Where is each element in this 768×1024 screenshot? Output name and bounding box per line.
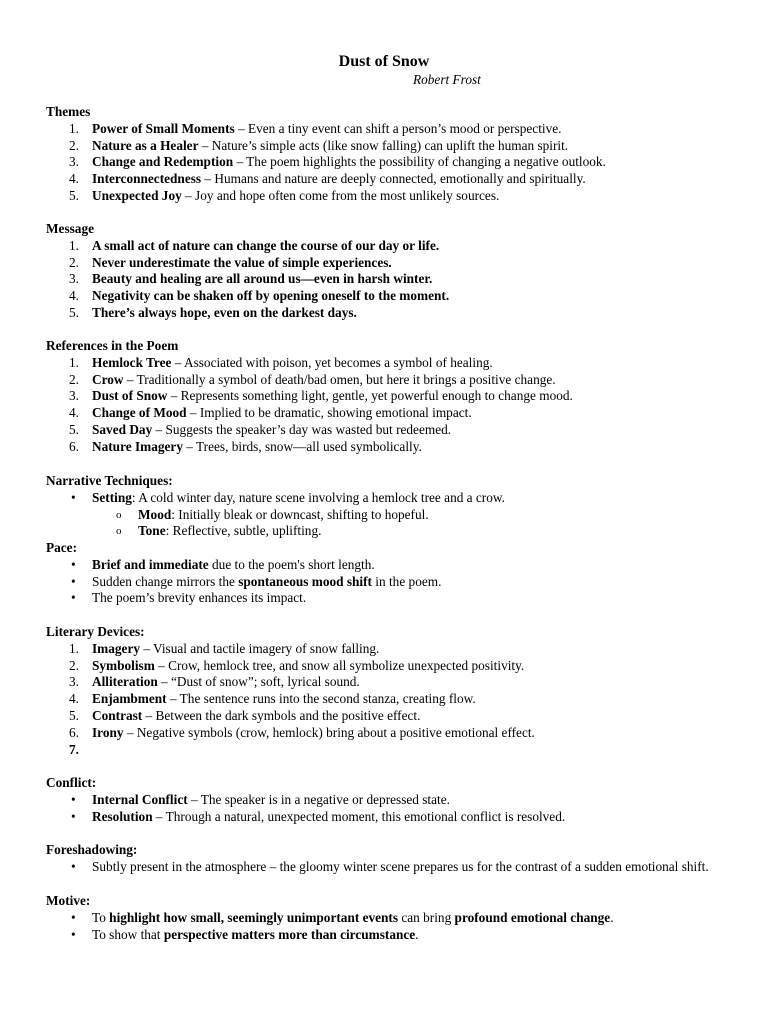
item-term: Dust of Snow <box>92 388 168 404</box>
item-term: Hemlock Tree <box>92 354 172 370</box>
pace-section <box>46 540 736 607</box>
item-term: Contrast <box>92 707 143 723</box>
item-term: Tone <box>138 523 166 539</box>
message-section <box>46 221 736 322</box>
list-number: 5. <box>69 421 79 437</box>
item-term: Saved Day <box>92 421 153 437</box>
item-term: Interconnectedness <box>92 171 202 187</box>
section-heading: Message <box>46 221 94 236</box>
item-text: : A cold winter day, nature scene involving a hemlock tree and a crow. <box>131 489 505 505</box>
bullet-marker: • <box>71 808 76 824</box>
list-item <box>46 255 736 272</box>
list-item <box>46 792 736 809</box>
list-item <box>46 372 736 389</box>
item-term: Unexpected Joy <box>92 187 182 203</box>
item-emphasis: spontaneous mood shift <box>238 573 372 589</box>
list-item <box>46 305 736 322</box>
list-number: 2. <box>69 371 79 387</box>
item-text: . <box>415 926 419 942</box>
item-text: The poem’s brevity enhances its impact. <box>92 590 307 606</box>
motive-section <box>46 893 736 943</box>
item-text: – Even a tiny event can shift a person’s mood or perspective. <box>234 120 562 136</box>
item-term: Power of Small Moments <box>92 120 235 136</box>
item-term: Crow <box>92 371 124 387</box>
list-item <box>46 154 736 171</box>
item-text: – Traditionally a symbol of death/bad omen, but here it brings a positive change. <box>123 371 556 387</box>
bullet-marker: • <box>71 909 76 925</box>
sub-list-item <box>46 523 736 540</box>
list-item <box>46 927 736 944</box>
item-term: Alliteration <box>92 674 158 690</box>
item-text: – Associated with poison, yet becomes a symbol of healing. <box>171 354 493 370</box>
themes-section <box>46 104 736 205</box>
title-block <box>0 52 768 88</box>
list-number: 6. <box>69 438 79 454</box>
motive-list <box>46 910 736 944</box>
item-text: – Crow, hemlock tree, and snow all symbolize unexpected positivity. <box>154 657 525 673</box>
list-item <box>46 238 736 255</box>
bullet-marker: • <box>71 489 76 505</box>
list-number: 4. <box>69 691 79 707</box>
item-term: Change of Mood <box>92 405 187 421</box>
list-item <box>46 742 736 759</box>
bullet-marker: • <box>71 791 76 807</box>
literary-section <box>46 624 736 758</box>
narrative-section <box>46 473 736 540</box>
list-item <box>46 388 736 405</box>
list-number: 3. <box>69 271 79 287</box>
list-number: 3. <box>69 388 79 404</box>
list-number: 1. <box>69 237 79 253</box>
item-text: : Reflective, subtle, uplifting. <box>165 523 322 539</box>
item-text: A small act of nature can change the course of our day or life. <box>92 237 440 253</box>
list-number: 5. <box>69 304 79 320</box>
item-text: – Negative symbols (crow, hemlock) bring about a positive emotional effect. <box>123 724 535 740</box>
narrative-list <box>46 490 736 540</box>
item-text: Negativity can be shaken off by opening oneself to the moment. <box>92 288 450 304</box>
item-text: – Humans and nature are deeply connected, emotionally and spiritually. <box>201 171 586 187</box>
list-item <box>46 288 736 305</box>
item-term: Setting <box>92 489 132 505</box>
section-heading: Literary Devices: <box>46 624 145 639</box>
item-term: Change and Redemption <box>92 154 234 170</box>
list-item <box>46 574 736 591</box>
conflict-list <box>46 792 736 826</box>
list-item <box>46 859 736 876</box>
sub-bullet-marker: o <box>116 525 122 538</box>
item-term: Enjambment <box>92 691 167 707</box>
item-text: – Between the dark symbols and the positive effect. <box>142 707 421 723</box>
list-number: 2. <box>69 137 79 153</box>
document-title: Dust of Snow <box>338 53 430 70</box>
section-heading: Motive: <box>46 893 91 908</box>
item-term: Imagery <box>92 640 140 656</box>
list-item <box>46 439 736 456</box>
list-number: 1. <box>69 640 79 656</box>
item-text: – Through a natural, unexpected moment, this emotional conflict is resolved. <box>152 808 566 824</box>
list-number: 4. <box>69 171 79 187</box>
list-item <box>46 641 736 658</box>
item-term: Irony <box>92 724 124 740</box>
item-text: – Trees, birds, snow—all used symbolically. <box>182 438 422 454</box>
item-text: Beauty and healing are all around us—even in harsh winter. <box>92 271 433 287</box>
list-item <box>46 590 736 607</box>
list-number: 5. <box>69 187 79 203</box>
list-number: 2. <box>69 254 79 270</box>
section-heading: Pace: <box>46 540 78 555</box>
list-item <box>46 138 736 155</box>
themes-list <box>46 121 736 205</box>
conflict-section <box>46 775 736 825</box>
item-text: – Nature’s simple acts (like snow falling) can uplift the human spirit. <box>198 137 569 153</box>
item-text: – The sentence runs into the second stanza, creating flow. <box>166 691 476 707</box>
list-item <box>46 422 736 439</box>
item-text: – Implied to be dramatic, showing emotional impact. <box>186 405 472 421</box>
item-text: can bring <box>398 909 455 925</box>
list-item <box>46 271 736 288</box>
list-number: 5. <box>69 707 79 723</box>
document-author: Robert Frost <box>413 72 481 87</box>
foreshadowing-section <box>46 842 736 876</box>
list-item <box>46 355 736 372</box>
list-number: 2. <box>69 657 79 673</box>
item-term: Symbolism <box>92 657 155 673</box>
list-item <box>46 691 736 708</box>
item-text: To show that <box>92 926 164 942</box>
section-heading: Conflict: <box>46 775 97 790</box>
literary-list <box>46 641 736 759</box>
item-term: Nature Imagery <box>92 438 183 454</box>
item-text: due to the poem's short length. <box>208 556 375 572</box>
list-item <box>46 490 736 507</box>
item-text: Sudden change mirrors the <box>92 573 239 589</box>
section-heading: Themes <box>46 104 91 119</box>
references-section <box>46 338 736 456</box>
list-number: 1. <box>69 354 79 370</box>
item-term: Nature as a Healer <box>92 137 199 153</box>
list-item <box>46 725 736 742</box>
section-heading: References in the Poem <box>46 338 179 353</box>
list-item <box>46 405 736 422</box>
item-text: Never underestimate the value of simple experiences. <box>92 254 392 270</box>
list-item <box>46 809 736 826</box>
list-number: 4. <box>69 288 79 304</box>
item-text: – Represents something light, gentle, yet powerful enough to change mood. <box>167 388 573 404</box>
item-term: Mood <box>138 506 172 522</box>
list-item <box>46 658 736 675</box>
list-item <box>46 171 736 188</box>
list-item <box>46 674 736 691</box>
list-number: 6. <box>69 724 79 740</box>
list-number: 7. <box>69 741 79 757</box>
message-list <box>46 238 736 322</box>
item-term: Internal Conflict <box>92 791 188 807</box>
foreshadowing-list <box>46 859 736 876</box>
list-item <box>46 121 736 138</box>
list-item <box>46 910 736 927</box>
list-item <box>46 557 736 574</box>
item-emphasis: Brief and immediate <box>92 556 209 572</box>
item-text: Subtly present in the atmosphere – the gloomy winter scene prepares us for the contrast of a sudden emotional shift. <box>92 858 709 874</box>
item-emphasis: perspective matters more than circumstance <box>163 926 416 942</box>
section-heading: Narrative Techniques: <box>46 473 173 488</box>
bullet-marker: • <box>71 573 76 589</box>
pace-list <box>46 557 736 607</box>
item-emphasis: profound emotional change <box>454 909 611 925</box>
item-text: – The poem highlights the possibility of changing a negative outlook. <box>233 154 606 170</box>
item-text: There’s always hope, even on the darkest days. <box>92 304 357 320</box>
item-text: – “Dust of snow”; soft, lyrical sound. <box>157 674 360 690</box>
sub-list-item <box>46 507 736 524</box>
list-item <box>46 708 736 725</box>
section-heading: Foreshadowing: <box>46 842 138 857</box>
sub-bullet-marker: o <box>116 508 122 521</box>
item-text: – Joy and hope often come from the most unlikely sources. <box>181 187 500 203</box>
item-emphasis: highlight how small, seemingly unimportant events <box>109 909 399 925</box>
references-list <box>46 355 736 456</box>
bullet-marker: • <box>71 858 76 874</box>
item-term: Resolution <box>92 808 153 824</box>
item-text: . <box>610 909 614 925</box>
item-text: – The speaker is in a negative or depressed state. <box>187 791 450 807</box>
list-number: 4. <box>69 405 79 421</box>
item-text: To <box>92 909 110 925</box>
item-text: – Suggests the speaker’s day was wasted but redeemed. <box>152 421 452 437</box>
bullet-marker: • <box>71 926 76 942</box>
list-number: 3. <box>69 674 79 690</box>
bullet-marker: • <box>71 556 76 572</box>
item-text: in the poem. <box>371 573 442 589</box>
list-number: 3. <box>69 154 79 170</box>
item-text: – Visual and tactile imagery of snow falling. <box>140 640 380 656</box>
item-text: : Initially bleak or downcast, shifting to hopeful. <box>171 506 429 522</box>
list-number: 1. <box>69 120 79 136</box>
bullet-marker: • <box>71 590 76 606</box>
list-item <box>46 188 736 205</box>
